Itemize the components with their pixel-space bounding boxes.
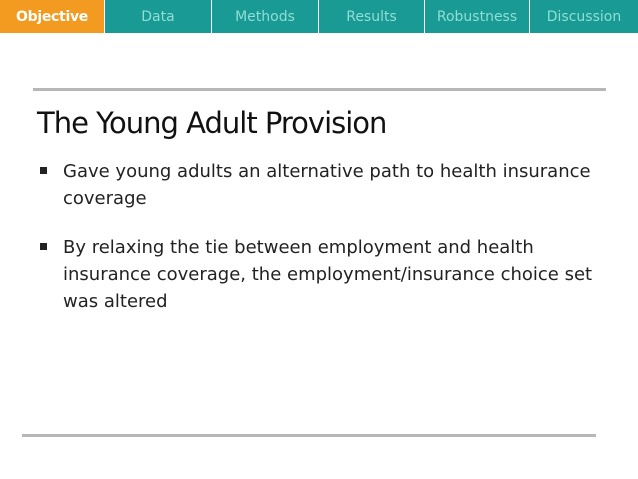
bullet-list [38,158,598,337]
tab-data[interactable]: Data [105,0,212,33]
bullet-text: Gave young adults an alternative path to health insurance coverage [63,161,591,209]
square-bullet-icon [40,167,47,174]
section-nav [0,0,638,33]
bottom-divider [22,434,596,437]
bullet-text: By relaxing the tie between employment and health insurance coverage, the employment/insurance choice set was altered [63,237,593,312]
bullet-item [38,234,598,315]
top-divider [33,88,606,91]
bullet-item [38,158,598,212]
tab-methods[interactable]: Methods [212,0,319,33]
tab-discussion[interactable]: Discussion [546,8,622,25]
tab-results[interactable]: Results [319,0,425,33]
tab-objective[interactable]: Objective [0,0,105,33]
square-bullet-icon [40,243,47,250]
tab-robustness[interactable]: Robustness [425,0,530,33]
slide-title: The Young Adult Provision [37,106,387,140]
